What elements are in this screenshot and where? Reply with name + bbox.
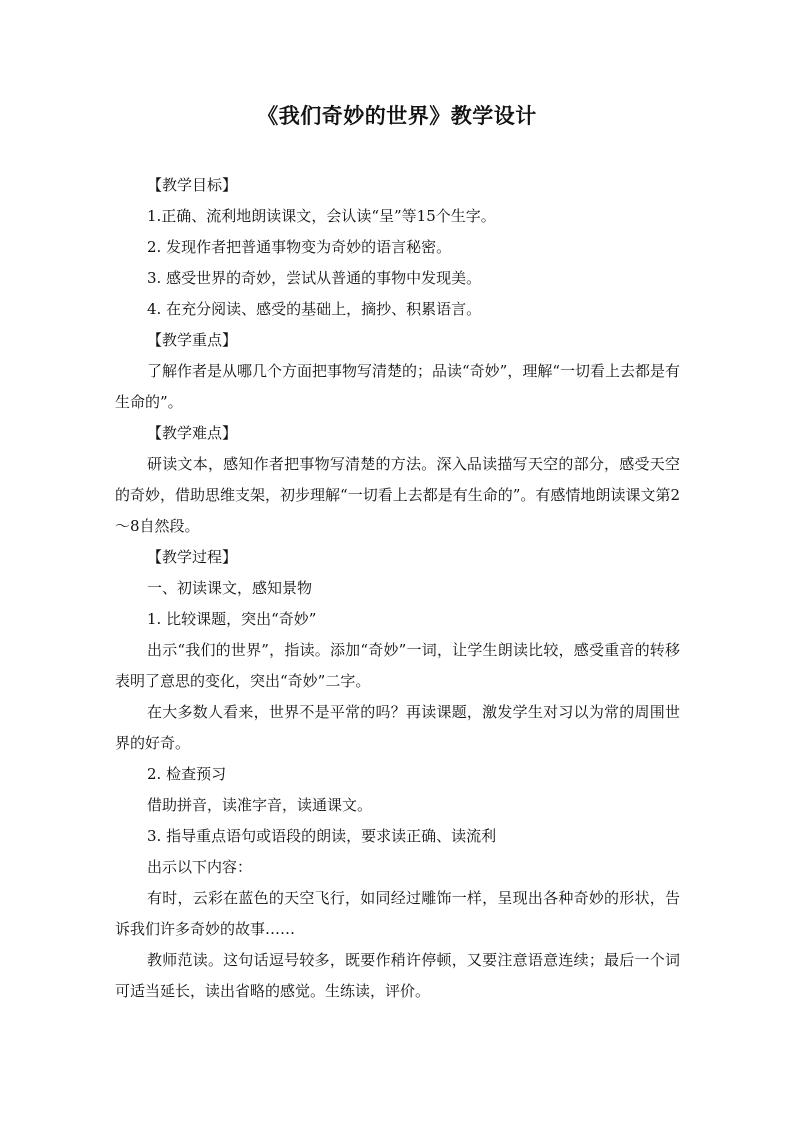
goal-item-4: 4. 在充分阅读、感受的基础上，摘抄、积累语言。	[147, 300, 482, 318]
heading-teaching-process: 【教学过程】	[147, 548, 238, 566]
heading-teaching-goals: 【教学目标】	[147, 176, 238, 194]
goal-item-2: 2. 发现作者把普通事物变为奇妙的语言秘密。	[147, 238, 452, 256]
process-step-1: 1. 比较课题，突出“奇妙”	[147, 610, 317, 628]
process-section-1: 一、初读课文，感知景物	[147, 579, 313, 597]
heading-difficulties: 【教学难点】	[147, 424, 238, 442]
goal-item-1: 1.正确、流利地朗读课文，会认读“呈”等15个生字。	[147, 207, 496, 225]
quoted-passage: 有时，云彩在蓝色的天空飞行，如同经过雕饰一样，呈现出各种奇妙的形状，告诉我们许多奇妙的故事……	[115, 889, 680, 938]
process-step-1-text-b: 在大多数人看来，世界不是平常的吗？再读课题，激发学生对习以为常的周围世界的好奇。	[115, 703, 680, 752]
process-step-1-text-a: 出示“我们的世界”，指读。添加“奇妙”一词，让学生朗读比较，感受重音的转移表明了意思的变化，突出“奇妙”二字。	[115, 641, 680, 690]
goal-item-3: 3. 感受世界的奇妙，尝试从普通的事物中发现美。	[147, 269, 482, 287]
document-title: 《我们奇妙的世界》教学设计	[257, 104, 537, 128]
key-points-text: 了解作者是从哪几个方面把事物写清楚的；品读“奇妙”，理解“一切看上去都是有生命的”。	[115, 362, 681, 411]
process-step-3: 3. 指导重点语句或语段的朗读，要求读正确、读流利	[147, 827, 497, 845]
process-step-2: 2. 检查预习	[147, 765, 227, 783]
document-body	[115, 170, 680, 1007]
heading-key-points: 【教学重点】	[147, 331, 238, 349]
difficulties-text: 研读文本，感知作者把事物写清楚的方法。深入品读描写天空的部分，感受天空的奇妙，借助思维支架，初步理解“一切看上去都是有生命的”。有感情地朗读课文第2～8自然段。	[115, 455, 680, 535]
process-step-3-intro: 出示以下内容：	[147, 858, 253, 876]
process-step-2-text: 借助拼音，读准字音，读通课文。	[147, 796, 373, 814]
process-step-3-text: 教师范读。这句话逗号较多，既要作稍许停顿，又要注意语意连续；最后一个词可适当延长，读出省略的感觉。生练读，评价。	[115, 951, 680, 1000]
